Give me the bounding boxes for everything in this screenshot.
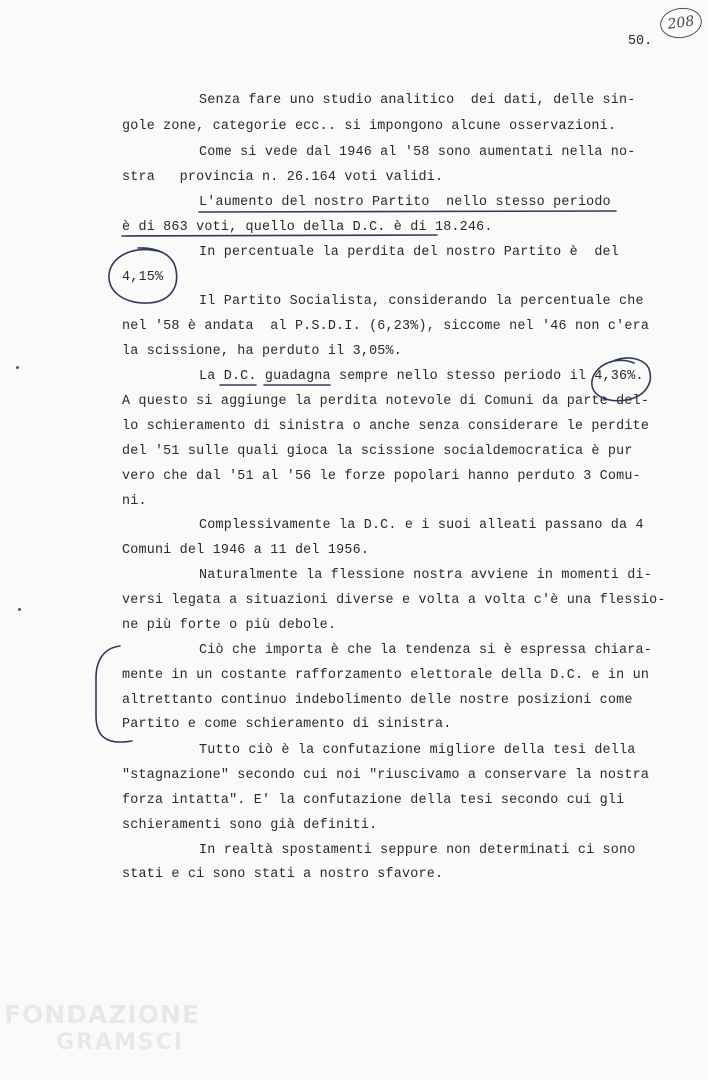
text-line: Naturalmente la flessione nostra avviene in momenti di- (199, 568, 652, 583)
watermark-line-2: GRAMSCI (56, 1030, 185, 1055)
paper-speck (18, 608, 21, 611)
paper-speck (16, 366, 19, 369)
text-line: gole zone, categorie ecc.. si impongono alcune osservazioni. (122, 119, 617, 134)
text-line: ne più forte o più debole. (122, 618, 337, 633)
text-line: Complessivamente la D.C. e i suoi alleati passano da 4 (199, 518, 644, 533)
text-line: stati e ci sono stati a nostro sfavore. (122, 867, 444, 882)
text-line: In percentuale la perdita del nostro Partito è del (199, 245, 620, 260)
text-line: Ciò che importa è che la tendenza si è espressa chiara- (199, 643, 652, 658)
text-line: del '51 sulle quali gioca la scissione socialdemocratica è pur (122, 444, 633, 459)
underline-aumento-line-2 (122, 235, 437, 236)
underline-aumento-line-1 (199, 211, 616, 212)
text-line-underlined: L'aumento del nostro Partito nello stesso periodo (199, 195, 611, 210)
text-line: lo schieramento di sinistra o anche senza considerare le perdite (122, 419, 650, 434)
text-line: "stagnazione" secondo cui noi "riuscivamo a conservare la nostra (122, 768, 650, 783)
text-line: schieramenti sono già definiti. (122, 818, 378, 833)
text-line: Come si vede dal 1946 al '58 sono aumentati nella no- (199, 145, 636, 160)
text-line: vero che dal '51 al '56 le forze popolari hanno perduto 3 Comu- (122, 469, 641, 484)
text-line: ni. (122, 494, 147, 509)
text-line: A questo si aggiunge la perdita notevole di Comuni da parte del- (122, 394, 650, 409)
text-line: Tutto ciò è la confutazione migliore della tesi della (199, 743, 636, 758)
archive-stamp-number: 208 (666, 13, 696, 33)
archive-page-stamp (658, 5, 704, 41)
text-line: nel '58 è andata al P.S.D.I. (6,23%), siccome nel '46 non c'era (122, 319, 650, 334)
archive-watermark (4, 1000, 201, 1055)
watermark-line-1: FONDAZIONE (4, 1000, 201, 1029)
text-line: In realtà spostamenti seppure non determinati ci sono (199, 843, 636, 858)
text-line: Il Partito Socialista, considerando la percentuale che (199, 294, 644, 309)
text-line: forza intatta". E' la confutazione della tesi secondo cui gli (122, 793, 625, 808)
text-line: Partito e come schieramento di sinistra. (122, 717, 452, 732)
text-line: Comuni del 1946 a 11 del 1956. (122, 543, 370, 558)
text-line-circled-value: 4,15% (122, 270, 164, 285)
text-line: Senza fare uno studio analitico dei dati, delle sin- (199, 93, 636, 108)
text-line: altrettanto continuo indebolimento delle nostre posizioni come (122, 693, 633, 708)
text-line-underlined: è di 863 voti, quello della D.C. è di 18.246. (122, 220, 493, 235)
text-line: versi legata a situazioni diverse e volta a volta c'è una flessio- (122, 593, 666, 608)
text-line: la scissione, ha perduto il 3,05%. (122, 344, 403, 359)
text-line: La D.C. guadagna sempre nello stesso periodo il 4,36%. (199, 369, 644, 384)
page-number: 50. (628, 34, 653, 49)
text-line: stra provincia n. 26.164 voti validi. (122, 170, 444, 185)
text-line: mente in un costante rafforzamento elettorale della D.C. e in un (122, 668, 650, 683)
